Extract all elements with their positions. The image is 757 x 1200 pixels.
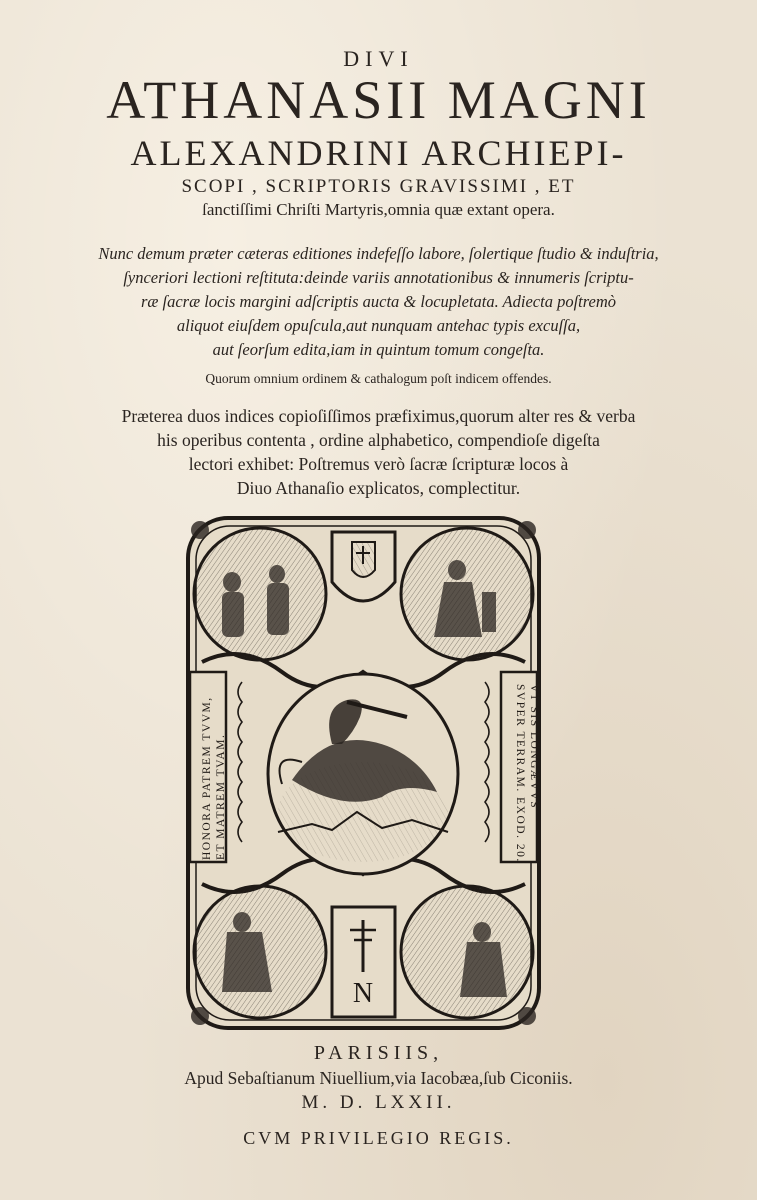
right-motto-line: VT SIS LONGÆVVS xyxy=(528,684,540,810)
left-motto-line: ET MATREM TVAM. xyxy=(215,733,227,860)
italic-line: aliquot eiuſdem opuſcula,aut nunquam antehac typis excuſſa, xyxy=(176,316,581,335)
preface-line: lectori exhibet: Poſtremus verò ſacræ ſcripturæ locos à xyxy=(188,454,569,474)
italic-line: ræ ſacræ locis margini adſcriptis aucta & locupletata. Adiecta poſtremò xyxy=(140,292,617,311)
index-note: Quorum omnium ordinem & cathalogum poſt indicem offendes. xyxy=(205,371,552,386)
title-line-4: ſanctiſſimi Chriſti Martyris,omnia quæ extant opera. xyxy=(202,200,555,219)
left-motto-line: HONORA PATREM TVVM, xyxy=(201,696,213,860)
title-line-1: ATHANASII MAGNI xyxy=(106,70,651,130)
preface-line: Diuo Athanaſio explicatos, complectitur. xyxy=(236,478,521,498)
italic-line: Nunc demum præter cæteras editiones indefeſſo labore, ſolertique ſtudio & induſtria, xyxy=(98,244,659,263)
imprint-date: M. D. LXXII. xyxy=(301,1092,456,1113)
royal-privilege: CVM PRIVILEGIO REGIS. xyxy=(243,1128,514,1148)
title-line-2: ALEXANDRINI ARCHIEPI- xyxy=(130,133,627,173)
monogram: N xyxy=(352,978,374,1009)
title-line-3: SCOPI , SCRIPTORIS GRAVISSIMI , ET xyxy=(181,176,576,197)
right-motto-line: SVPER TERRAM. EXOD. 20. xyxy=(514,684,526,863)
preface-line: Præterea duos indices copioſiſſimos præfiximus,quorum alter res & verba xyxy=(121,406,636,426)
preface-line: his operibus contenta , ordine alphabetico, compendioſe digeſta xyxy=(157,430,600,450)
italic-line: ſynceriori lectioni reſtituta:deinde variis annotationibus & innumeris ſcriptu- xyxy=(123,268,634,287)
italic-line: aut ſeorſum edita,iam in quintum tomum congeſta. xyxy=(212,340,545,359)
printers-device-woodcut xyxy=(182,512,545,1034)
woodcut-right-motto xyxy=(513,684,541,863)
woodcut-left-motto xyxy=(200,696,228,860)
imprint-place: PARISIIS, xyxy=(313,1042,444,1064)
title-divi: DIVI xyxy=(343,46,414,71)
imprint-printer: Apud Sebaſtianum Niuellium,via Iacobæa,ſub Ciconiis. xyxy=(184,1068,573,1088)
woodcut-illustration xyxy=(182,512,545,1034)
